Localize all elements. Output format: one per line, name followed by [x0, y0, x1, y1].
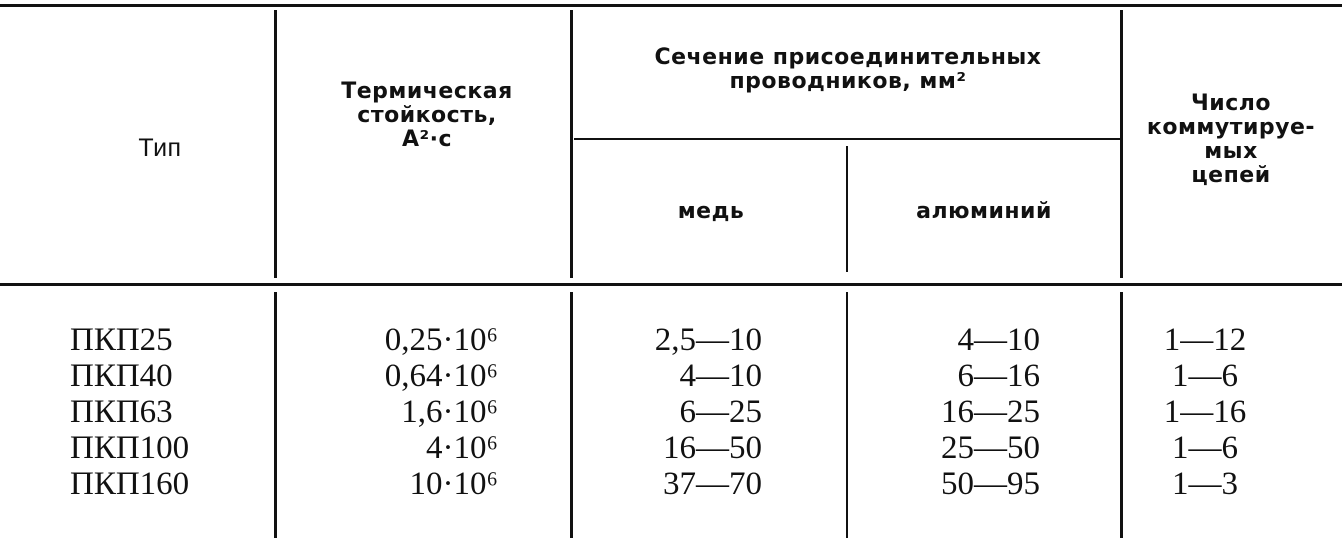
- cell-aluminum: 50—95: [941, 466, 1040, 502]
- header-section-line2: проводников, мм²: [729, 69, 967, 94]
- column-divider: [274, 10, 277, 278]
- header-section-line1: Сечение присоединительных: [654, 45, 1042, 70]
- column-divider: [570, 292, 573, 538]
- column-copper: [580, 322, 762, 502]
- cell-thermal: 0,64·10⁶: [384, 358, 498, 394]
- column-divider: [1120, 292, 1123, 538]
- top-rule: [0, 4, 1342, 7]
- cell-aluminum: 6—16: [957, 358, 1040, 394]
- cell-aluminum: 4—10: [957, 322, 1040, 358]
- column-divider: [274, 292, 277, 538]
- cell-type: ПКП100: [70, 430, 190, 466]
- column-type: [70, 322, 270, 502]
- header-rule: [0, 283, 1342, 286]
- header-aluminum: алюминий: [916, 199, 1052, 224]
- column-thermal: [290, 322, 498, 502]
- header-thermal-line1: Термическая: [341, 79, 513, 104]
- cell-aluminum: 25—50: [941, 430, 1040, 466]
- subheader-rule: [574, 138, 1120, 140]
- cell-type: ПКП63: [70, 394, 173, 430]
- header-thermal-line2: стойкость,: [357, 103, 497, 128]
- column-divider: [1120, 10, 1123, 278]
- cell-copper: 6—25: [679, 394, 762, 430]
- cell-copper: 4—10: [679, 358, 762, 394]
- cell-count: 1—16: [1163, 394, 1247, 430]
- cell-count: 1—12: [1163, 322, 1247, 358]
- column-count: [1130, 322, 1280, 502]
- header-copper: медь: [677, 199, 745, 224]
- cell-thermal: 1,6·10⁶: [401, 394, 498, 430]
- column-divider: [846, 292, 848, 538]
- column-divider: [846, 146, 848, 272]
- header-count-line1: Число: [1191, 91, 1271, 116]
- cell-thermal: 0,25·10⁶: [384, 322, 498, 358]
- header-type: Тип: [138, 134, 182, 162]
- cell-count: 1—6: [1172, 358, 1238, 394]
- column-aluminum: [860, 322, 1040, 502]
- header-count-line4: цепей: [1191, 163, 1271, 188]
- cell-thermal: 10·10⁶: [409, 466, 498, 502]
- cell-copper: 37—70: [663, 466, 762, 502]
- header-thermal: [282, 80, 572, 152]
- cell-type: ПКП25: [70, 322, 173, 358]
- header-section: [578, 46, 1118, 94]
- cell-type: ПКП160: [70, 466, 190, 502]
- header-thermal-line3: А²·с: [401, 127, 453, 152]
- cell-copper: 2,5—10: [654, 322, 762, 358]
- cell-count: 1—3: [1172, 466, 1238, 502]
- cell-type: ПКП40: [70, 358, 173, 394]
- cell-count: 1—6: [1172, 430, 1238, 466]
- cell-aluminum: 16—25: [941, 394, 1040, 430]
- header-count-line2: коммутируе-: [1146, 115, 1316, 140]
- header-count-line3: мых: [1204, 139, 1258, 164]
- cell-copper: 16—50: [663, 430, 762, 466]
- cell-thermal: 4·10⁶: [426, 430, 498, 466]
- header-count: [1126, 92, 1336, 188]
